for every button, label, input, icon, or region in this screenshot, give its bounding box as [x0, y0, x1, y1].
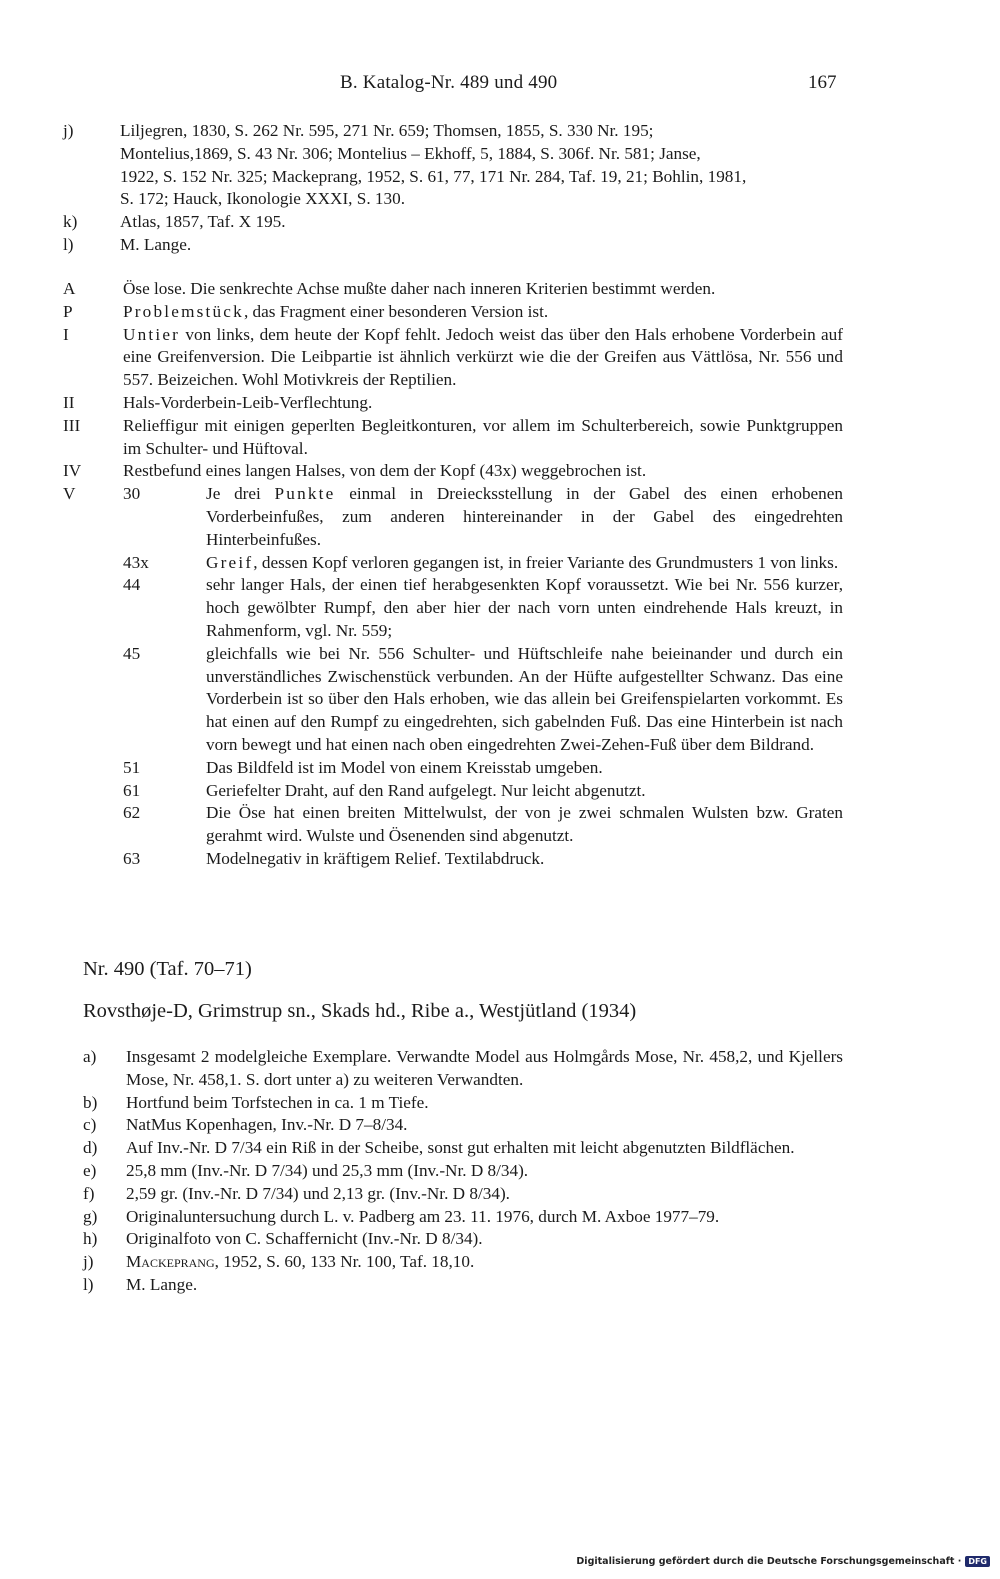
- code-number: 51: [123, 757, 141, 777]
- section-v: [63, 483, 843, 871]
- code-number: 43x: [123, 552, 149, 572]
- item-label: a): [83, 1047, 97, 1066]
- section-text: Problemstück, das Fragment einer besonderen Version ist.: [123, 301, 549, 321]
- code-item: [123, 757, 843, 780]
- detail-item: [83, 1206, 843, 1229]
- detail-text: 25,8 mm (Inv.-Nr. D 7/34) und 25,3 mm (Inv.-Nr. D 8/34).: [126, 1160, 529, 1180]
- code-item: [123, 848, 843, 871]
- section-iv: [63, 460, 843, 483]
- detail-text: Mackeprang, 1952, S. 60, 133 Nr. 100, Taf. 18,10.: [126, 1252, 475, 1272]
- detail-text: Auf Inv.-Nr. D 7/34 ein Riß in der Scheibe, sonst gut erhalten mit leicht abgenutzten Bildflächen.: [126, 1138, 795, 1158]
- detail-item: [83, 1183, 843, 1206]
- code-item: [123, 552, 843, 575]
- entry-490-site: Rovsthøje-D, Grimstrup sn., Skads hd., Ribe a., Westjütland (1934): [83, 1000, 637, 1022]
- dfg-logo: DFG: [965, 1556, 990, 1567]
- section-text: Öse lose. Die senkrechte Achse mußte daher nach inneren Kriterien bestimmt werden.: [123, 279, 716, 298]
- item-label: g): [83, 1206, 98, 1226]
- detail-text: 2,59 gr. (Inv.-Nr. D 7/34) und 2,13 gr. (Inv.-Nr. D 8/34).: [126, 1183, 510, 1203]
- reference-text: M. Lange.: [120, 234, 192, 254]
- section-label: V: [63, 484, 76, 504]
- section-ii: [63, 392, 843, 415]
- section-label: III: [63, 415, 81, 435]
- code-text: sehr langer Hals, der einen tief herabgesenkten Kopf voraussetzt. Wie bei Nr. 556 kurzer, hoch gewölbter Rumpf, den aber hier der nach vorn unten eindrehende Hals kreuzt, in Rahmenform, vgl. Nr. 559;: [206, 575, 843, 640]
- spaced-term: Untier: [123, 324, 181, 344]
- detail-item: [83, 1046, 843, 1092]
- detail-item: [83, 1137, 843, 1160]
- detail-item: [83, 1274, 843, 1297]
- entry-489-description: [63, 278, 843, 871]
- code-item: [123, 802, 843, 848]
- spaced-term: Punkte: [274, 484, 336, 504]
- detail-item: [83, 1114, 843, 1137]
- section-label: II: [63, 392, 75, 412]
- item-label: d): [83, 1138, 98, 1158]
- entry-490-heading: Nr. 490 (Taf. 70–71): [83, 958, 252, 980]
- detail-text: Hortfund beim Torfstechen in ca. 1 m Tiefe.: [126, 1092, 429, 1112]
- reference-line: Liljegren, 1830, S. 262 Nr. 595, 271 Nr. 659; Thomsen, 1855, S. 330 Nr. 195;: [120, 121, 654, 140]
- code-text: Das Bildfeld ist im Model von einem Kreisstab umgeben.: [206, 757, 603, 777]
- entry-489-references: [63, 120, 843, 257]
- code-text: Je drei Punkte einmal in Dreiecksstellung in der Gabel des einen erhobenen Vorderbeinfußes, zum anderen hintereinander in der Gabel des eingedrehten Hinterbeinfußes.: [206, 484, 843, 549]
- detail-text: Originalfoto von C. Schaffernicht (Inv.-Nr. D 8/34).: [126, 1229, 483, 1249]
- spaced-term: Problemstück: [123, 301, 244, 321]
- item-label: c): [83, 1115, 97, 1135]
- item-label: j): [83, 1252, 94, 1272]
- digitization-credit: [576, 1556, 990, 1567]
- section-text: Restbefund eines langen Halses, von dem der Kopf (43x) weggebrochen ist.: [123, 461, 647, 481]
- reference-j: [63, 120, 843, 211]
- section-text: Hals-Vorderbein-Leib-Verflechtung.: [123, 392, 373, 412]
- detail-item: [83, 1092, 843, 1115]
- reference-k: [63, 211, 843, 234]
- reference-line: S. 172; Hauck, Ikonologie XXXI, S. 130.: [120, 189, 406, 209]
- code-item: [123, 483, 843, 551]
- detail-item: [83, 1251, 843, 1274]
- section-p: [63, 301, 843, 324]
- detail-text: Insgesamt 2 modelgleiche Exemplare. Verwandte Model aus Holmgårds Mose, Nr. 458,2, und Kjellers Mose, Nr. 458,1. S. dort unter a) zu weiteren Verwandten.: [126, 1047, 843, 1089]
- code-item: [123, 574, 843, 642]
- author-name: Mackeprang: [126, 1252, 215, 1272]
- detail-text: Originaluntersuchung durch L. v. Padberg am 23. 11. 1976, durch M. Axboe 1977–79.: [126, 1206, 720, 1226]
- code-text: Greif, dessen Kopf verloren gegangen ist, in freier Variante des Grundmusters 1 von links.: [206, 552, 839, 572]
- section-a: [63, 278, 843, 301]
- item-label: j): [63, 121, 74, 140]
- detail-text: NatMus Kopenhagen, Inv.-Nr. D 7–8/34.: [126, 1115, 408, 1135]
- section-label: P: [63, 301, 73, 321]
- reference-text: [120, 120, 843, 211]
- credit-text: Digitalisierung gefördert durch die Deutsche Forschungsgemeinschaft ·: [576, 1556, 962, 1567]
- reference-line: 1922, S. 152 Nr. 325; Mackeprang, 1952, S. 61, 77, 171 Nr. 284, Taf. 19, 21; Bohlin, 1981,: [120, 166, 747, 186]
- code-number: 62: [123, 803, 141, 823]
- code-number: 63: [123, 848, 141, 868]
- item-label: l): [83, 1274, 94, 1294]
- code-number: 44: [123, 575, 141, 595]
- code-number: 30: [123, 484, 141, 504]
- code-text: gleichfalls wie bei Nr. 556 Schulter- und Hüftschleife nahe beieinander und durch ein unverständliches Zwischenstück verbunden. An der Hüfte aufgestellter Schwanz. Das eine Vorderbein ist so über den Hals erhoben, wie das allein bei Greifenspielarten vorkommt. Es hat einen auf den Rumpf zu eingedrehten, sich gabelnden Fuß. Das eine Hinterbein ist nach vorn bewegt und hat einen nach oben eingedrehten Zwei-Zehen-Fuß über dem Bildrand.: [206, 643, 843, 754]
- code-text: Die Öse hat einen breiten Mittelwulst, der von je zwei schmalen Wulsten bzw. Graten gerahmt wird. Wulste und Ösenenden sind abgenutzt.: [206, 803, 843, 846]
- item-label: b): [83, 1092, 98, 1112]
- reference-text: Atlas, 1857, Taf. X 195.: [120, 212, 286, 232]
- code-text: Geriefelter Draht, auf den Rand aufgelegt. Nur leicht abgenutzt.: [206, 780, 646, 800]
- page-number: 167: [808, 72, 837, 93]
- code-text: Modelnegativ in kräftigem Relief. Textilabdruck.: [206, 848, 545, 868]
- detail-item: [83, 1228, 843, 1251]
- reference-line: Montelius,1869, S. 43 Nr. 306; Montelius – Ekhoff, 5, 1884, S. 306f. Nr. 581; Janse,: [120, 143, 701, 163]
- code-number: 45: [123, 643, 141, 663]
- item-label: f): [83, 1183, 95, 1203]
- item-label: l): [63, 234, 74, 254]
- section-label: IV: [63, 461, 82, 481]
- entry-490-details: [83, 1046, 843, 1297]
- section-label: I: [63, 324, 69, 344]
- section-label: A: [63, 279, 76, 298]
- section-text: Relieffigur mit einigen geperlten Begleitkonturen, vor allem im Schulterbereich, sowie Punktgruppen im Schulter- und Hüftoval.: [123, 415, 843, 458]
- item-label: h): [83, 1229, 98, 1249]
- item-label: e): [83, 1160, 97, 1180]
- item-label: k): [63, 212, 78, 232]
- spaced-term: Greif: [206, 552, 254, 572]
- section-v-list: [123, 483, 843, 871]
- section-text: Untier von links, dem heute der Kopf fehlt. Jedoch weist das über den Hals erhobene Vorderbein auf eine Greifenversion. Die Leibpartie ist ähnlich verkürzt wie die der Greifen aus Vättlösa, Nr. 556 und 557. Beizeichen. Wohl Motivkreis der Reptilien.: [123, 324, 843, 390]
- code-number: 61: [123, 780, 141, 800]
- section-i: [63, 324, 843, 392]
- code-item: [123, 643, 843, 757]
- detail-item: [83, 1160, 843, 1183]
- reference-l: [63, 234, 843, 257]
- code-item: [123, 780, 843, 803]
- section-iii: [63, 415, 843, 461]
- running-title: B. Katalog-Nr. 489 und 490: [340, 72, 558, 93]
- detail-text: M. Lange.: [126, 1274, 198, 1294]
